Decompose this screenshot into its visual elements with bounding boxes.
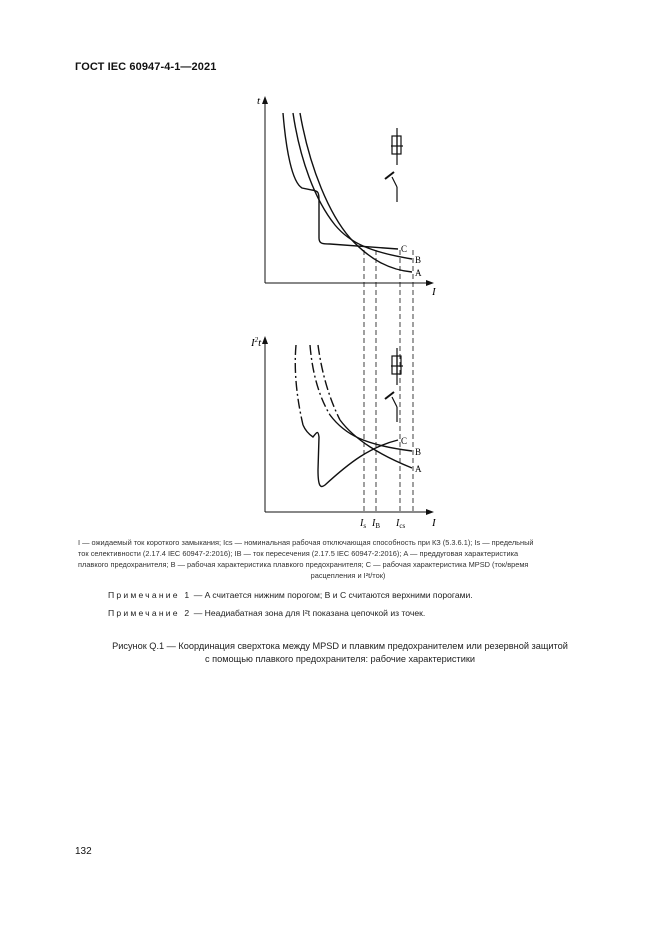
legend-line-1: I — ожидаемый ток короткого замыкания; Ics — номинальная рабочая отключающая способность при КЗ (5.3.6.1); Is — предельный	[78, 538, 534, 547]
top-curve-b	[293, 113, 412, 259]
bottom-label-c: C	[401, 436, 408, 446]
bottom-x-arrow	[426, 509, 434, 515]
note-1-prefix: Примечание 1	[108, 590, 192, 600]
note-2-prefix: Примечание 2	[108, 608, 192, 618]
dashed-projection-lines	[364, 250, 413, 512]
page-number: 132	[75, 846, 92, 857]
top-x-label: I	[432, 286, 436, 298]
top-label-c: C	[401, 244, 408, 254]
bottom-label-a: A	[415, 464, 422, 474]
bottom-label-b: B	[415, 447, 422, 457]
marker-ib: $I_B$	[372, 518, 381, 530]
top-breaker-fuse-symbol	[385, 128, 403, 202]
figure-caption	[70, 640, 610, 666]
top-label-b: B	[415, 255, 422, 265]
bottom-curve-c-dashed	[295, 345, 303, 425]
note-1	[108, 590, 473, 600]
caption-line-2: с помощью плавкого предохранителя: рабочие характеристики	[205, 654, 475, 664]
bottom-y-arrow	[262, 336, 268, 344]
top-graph-axes	[262, 96, 434, 286]
figure-legend	[78, 537, 618, 581]
top-y-label: t	[257, 95, 261, 107]
top-y-arrow	[262, 96, 268, 104]
top-curve-c	[283, 113, 398, 249]
bottom-curve-a-dashed	[318, 345, 340, 420]
legend-line-3: плавкого предохранителя; B — рабочая характеристика плавкого предохранителя; C — рабочая характеристика MPSD (ток/время	[78, 560, 529, 569]
note-1-text: — A считается нижним порогом; B и C считаются верхними порогами.	[191, 590, 473, 600]
bottom-x-label: I	[432, 517, 436, 529]
bottom-curve-b-dashed	[310, 345, 330, 415]
marker-ics: $I_{cs}$	[396, 518, 406, 530]
bottom-y-label-tail: t	[258, 337, 262, 349]
top-label-a: A	[415, 268, 422, 278]
bottom-y-label-sup: 2	[254, 336, 259, 344]
bottom-y-label	[250, 336, 262, 349]
note-2-text: — Неадиабатная зона для I²t показана цепочкой из точек.	[191, 608, 426, 618]
legend-line-4: расцепления и I²t/ток)	[310, 571, 386, 580]
bottom-y-label-main: I	[251, 337, 255, 349]
legend-line-2: ток селективности (2.17.4 IEC 60947-2:2016); IB — ток пересечения (2.17.5 IEC 60947-2:2016); A — преддуговая характеристика	[78, 549, 519, 558]
marker-is: $I_s$	[360, 518, 367, 530]
document-header: ГОСТ IEC 60947-4-1—2021	[75, 61, 217, 73]
caption-line-1: Рисунок Q.1 — Координация сверхтока между MPSD и плавким предохранителем или резервной защитой	[112, 641, 568, 651]
bottom-graph-axes	[262, 336, 434, 515]
note-2	[108, 608, 425, 618]
